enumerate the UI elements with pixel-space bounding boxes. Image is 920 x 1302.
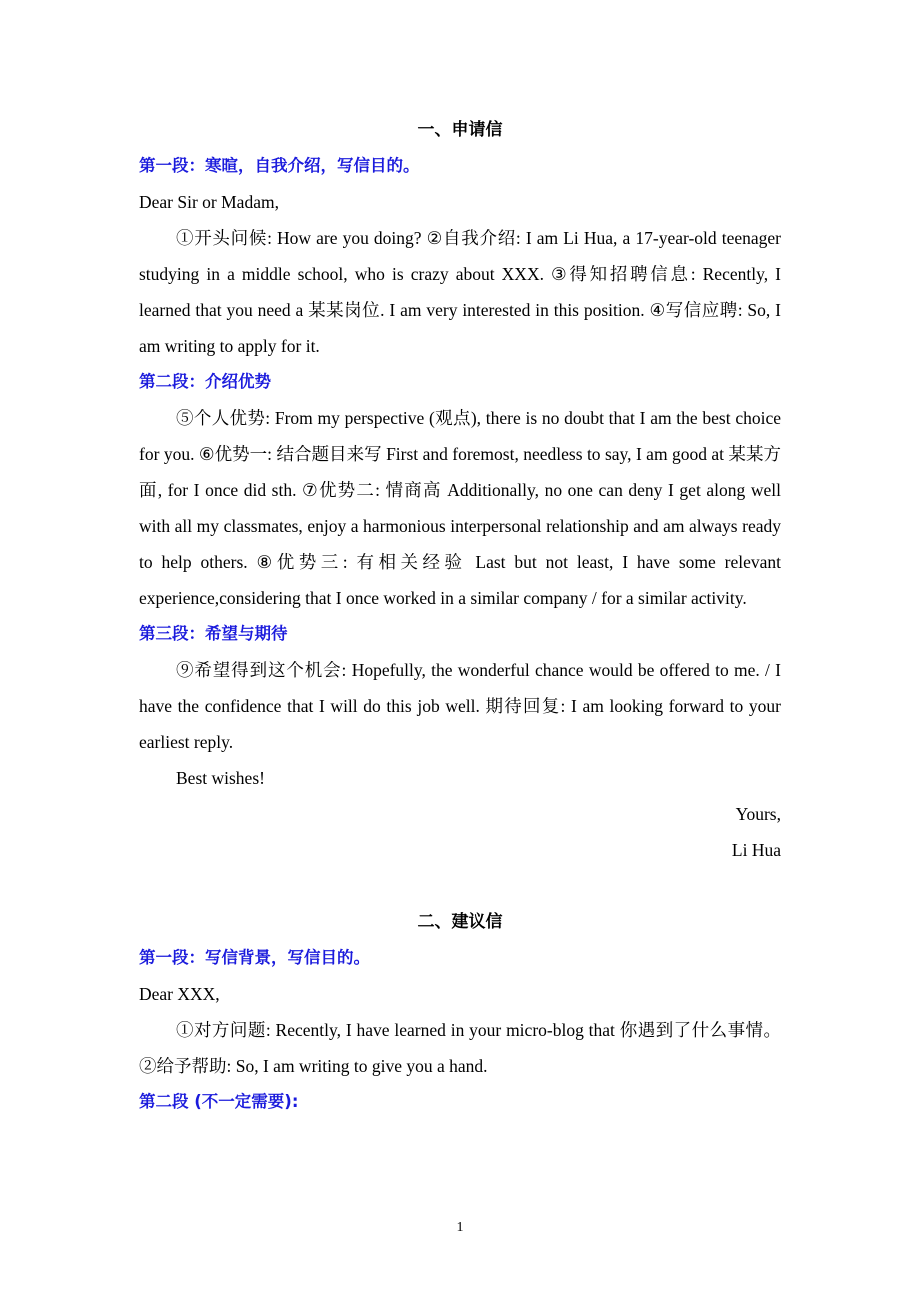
paragraph-heading: 第二段 (不一定需要):	[139, 1092, 299, 1111]
paragraph-heading: 第三段：希望与期待	[139, 624, 288, 643]
paragraph-heading: 第一段：寒暄，自我介绍，写信目的。	[139, 156, 420, 175]
salutation: Dear XXX,	[139, 984, 220, 1004]
paragraph-heading: 第二段：介绍优势	[139, 372, 271, 391]
body-paragraph: ⑤个人优势: From my perspective (观点), there is no doubt that I am the best choice for you. ⑥优势一: 结合题目来写 First and foremost, needless to say, I am good at 某某方面, for I once did sth. ⑦优势二: 情商高 Additionally, no one can deny I get along well with all my classmates, enjoy a harmonious interpersonal relationship and am always ready to help others. ⑧优势三: 有相关经验 Last but not least, I have some relevant experience,considering that I once worked in a similar company / for a similar activity.	[139, 408, 781, 608]
salutation: Dear Sir or Madam,	[139, 192, 279, 212]
section-spacer	[139, 868, 781, 904]
paragraph-heading: 第一段：写信背景，写信目的。	[139, 948, 370, 967]
sign-off: Yours,	[735, 804, 781, 824]
body-paragraph: ①开头问候: How are you doing? ②自我介绍: I am Li Hua, a 17-year-old teenager studying in a middle school, who is crazy about XXX. ③得知招聘信息: Recently, I learned that you need a 某某岗位. I am very interested in this position. ④写信应聘: So, I am writing to apply for it.	[139, 228, 781, 356]
section-title-suggestion-letter: 二、建议信	[417, 912, 503, 932]
signature: Li Hua	[731, 840, 781, 860]
closing: Best wishes!	[176, 768, 265, 788]
section-title-application-letter: 一、申请信	[417, 120, 503, 140]
page-number: 1	[456, 1220, 464, 1235]
document-page	[139, 112, 781, 1120]
body-paragraph: ⑨希望得到这个机会: Hopefully, the wonderful chance would be offered to me. / I have the confidence that I will do this job well. 期待回复: I am looking forward to your earliest reply.	[139, 660, 781, 752]
body-paragraph: ①对方问题: Recently, I have learned in your micro-blog that 你遇到了什么事情。②给予帮助: So, I am writing to give you a hand.	[139, 1020, 781, 1076]
